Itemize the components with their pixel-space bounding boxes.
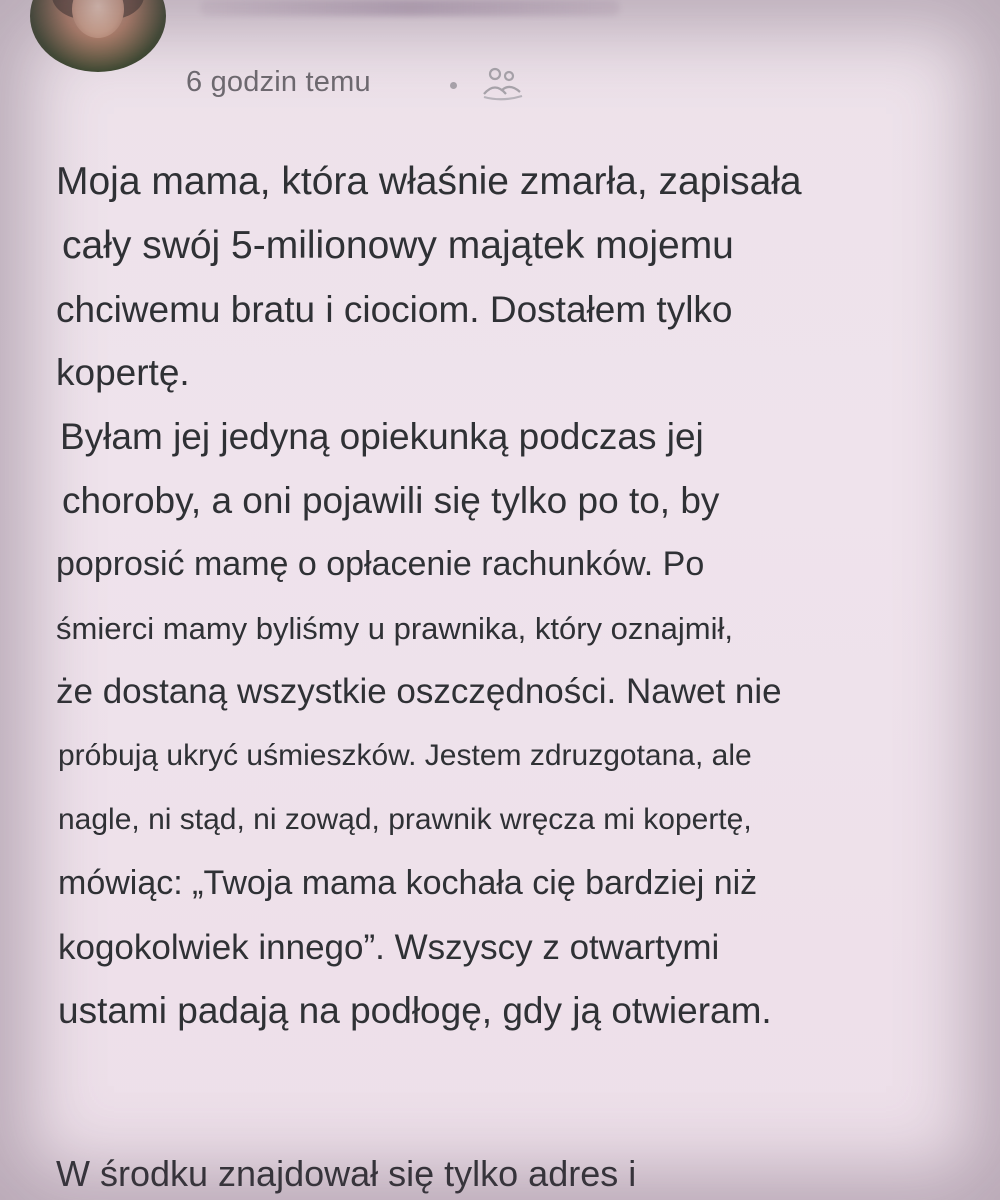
post-text-line: nagle, ni stąd, ni zowąd, prawnik wręcza mi kopertę, xyxy=(58,802,752,836)
post-text-line: kogokolwiek innego”. Wszyscy z otwartymi xyxy=(58,927,720,967)
post-header xyxy=(0,0,1000,120)
friends-icon[interactable] xyxy=(478,64,526,104)
author-avatar[interactable] xyxy=(30,0,166,72)
post-body xyxy=(56,150,956,1043)
post-text-line: kopertę. xyxy=(56,352,190,394)
post-text-line: śmierci mamy byliśmy u prawnika, który oznajmił, xyxy=(56,610,733,646)
friends-icon-svg xyxy=(478,64,526,104)
post-text-line: mówiąc: „Twoja mama kochała cię bardziej niż xyxy=(58,863,758,902)
separator-dot xyxy=(450,82,457,89)
post-text-line: że dostaną wszystkie oszczędności. Nawet nie xyxy=(56,672,782,712)
post-text-line: cały swój 5-milionowy majątek mojemu xyxy=(62,223,734,267)
post-text-line: chciwemu bratu i ciociom. Dostałem tylko xyxy=(56,288,733,330)
post-text-line: Moja mama, która właśnie zmarła, zapisała xyxy=(56,160,802,203)
post-text-line: próbują ukryć uśmieszków. Jestem zdruzgotana, ale xyxy=(58,739,752,773)
post-text-line: ustami padają na podłogę, gdy ją otwieram. xyxy=(58,990,772,1032)
post-timestamp[interactable]: 6 godzin temu xyxy=(186,66,371,98)
author-name-blurred[interactable] xyxy=(200,0,620,16)
post-text-line: Byłam jej jedyną opiekunką podczas jej xyxy=(60,416,704,458)
post-text-paragraph-2: W środku znajdował się tylko adres i xyxy=(56,1153,637,1194)
post-text-line: poprosić mamę o opłacenie rachunków. Po xyxy=(56,544,705,583)
post-text-line: choroby, a oni pojawili się tylko po to, by xyxy=(62,479,720,521)
avatar-face xyxy=(72,0,124,38)
